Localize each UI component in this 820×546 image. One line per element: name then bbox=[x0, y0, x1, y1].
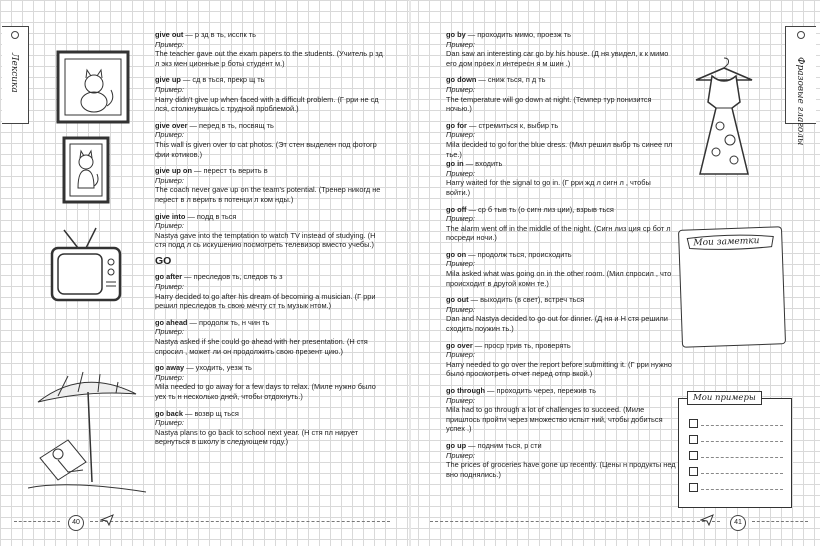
translation: проср трив ть, проверять bbox=[484, 340, 571, 350]
entry: go off — ср б тыв ть (о сигн лиз ции), взрыв ться Пример: The alarm went off in the middle of the night. (Сигн лиз ция ср бот л посреди ночи.) bbox=[446, 204, 671, 243]
translation: стремиться к, выбир ть bbox=[478, 120, 559, 130]
example-label: Пример: bbox=[155, 175, 184, 185]
footer-dashed-line bbox=[14, 521, 60, 524]
translation: ср б тыв ть (о сигн лиз ции), взрыв ться bbox=[478, 204, 614, 214]
example-text: Nastya asked if she could go ahead with her presentation. (Н стя спросил , может ли он продолжить свою презент цию.) bbox=[155, 337, 368, 356]
phrasal-verb: go in bbox=[446, 159, 464, 169]
footer-dashed-line bbox=[90, 521, 390, 524]
phrasal-verb: go by bbox=[446, 30, 466, 39]
dress-on-hanger-icon bbox=[690, 56, 758, 186]
example-text: The prices of groceries have gone up recently. (Цены н продукты нед вно поднялись.) bbox=[446, 460, 676, 479]
example-text: This wall is given over to cat photos. (Эт стен выделен под фотогр фии котиков.) bbox=[155, 139, 377, 159]
example-text: Mila asked what was going on in the other room. (Мил спросил , что происходит в другой комн те.) bbox=[446, 269, 672, 288]
paper-plane-icon bbox=[100, 514, 114, 526]
example-label: Пример: bbox=[446, 350, 475, 360]
notes-title: Мои заметки bbox=[693, 236, 760, 249]
phrasal-verb: give up on bbox=[155, 166, 192, 176]
example-label: Пример: bbox=[155, 282, 184, 292]
write-line[interactable] bbox=[701, 489, 783, 490]
phrasal-verb: give over bbox=[155, 120, 188, 130]
example-label: Пример: bbox=[155, 130, 184, 140]
entry: go up — подним ться, р сти Пример: The prices of groceries have gone up recently. (Цены н продукты нед вно поднялись.) bbox=[446, 440, 676, 479]
example-text: Mila had to go through a lot of challenges to succeed. (Миле пришлось пройти через множество испыт ний, чтобы добиться успех .) bbox=[446, 405, 663, 434]
left-column bbox=[155, 30, 383, 454]
entry: give over — перед в ть, посвящ ть Пример: This wall is given over to cat photos. (Эт стен выделен под фотогр фии котиков.) bbox=[155, 120, 377, 159]
phrasal-verb: go back bbox=[155, 408, 183, 418]
example-text: The coach never gave up on the team's potential. (Тренер никогд не перест в л верить в потенци л ком нды.) bbox=[155, 185, 381, 204]
write-line[interactable] bbox=[701, 457, 783, 458]
phrasal-verb: go on bbox=[446, 249, 467, 259]
entry: give up on — перест ть верить в Пример: The coach never gave up on the team's potential. (Тренер никогд не перест в л верить в потенци л ком нды.) bbox=[155, 166, 381, 204]
entry: go over — проср трив ть, проверять Пример: Harry needed to go over the report before submitting it. (Г рри нужно было просмотреть отчет перед отпр вкой.) bbox=[446, 340, 672, 379]
checkbox[interactable] bbox=[689, 467, 698, 476]
translation: р зд в ть, исспк ть bbox=[194, 30, 256, 39]
checkbox[interactable] bbox=[689, 451, 698, 460]
phrasal-verb: go down bbox=[446, 75, 477, 85]
section-heading: GO bbox=[155, 254, 172, 267]
translation: проходить мимо, проезж ть bbox=[477, 30, 571, 39]
example-text: Dan saw an interesting car go by his house. (Д ня увидел, к к мимо его дом проех л интересн я м шин .) bbox=[446, 49, 669, 68]
checkbox[interactable] bbox=[689, 419, 698, 428]
pin-icon bbox=[797, 31, 805, 39]
translation: подд в ться bbox=[196, 211, 237, 221]
notes-title-frame-icon bbox=[683, 231, 778, 252]
write-line[interactable] bbox=[701, 441, 783, 442]
example-label: Пример: bbox=[155, 39, 184, 49]
example-text: The teacher gave out the exam papers to the students. (Учитель р зд л экз мен ционные р боты студент м.) bbox=[155, 49, 383, 68]
example-label: Пример: bbox=[446, 39, 475, 49]
tv-icon bbox=[48, 226, 124, 306]
phrasal-verb: go through bbox=[446, 386, 485, 395]
example-label: Пример: bbox=[446, 450, 475, 460]
page-spine bbox=[409, 0, 411, 546]
right-side-tab bbox=[785, 26, 816, 146]
phrasal-verb: go ahead bbox=[155, 317, 188, 327]
example-label: Пример: bbox=[446, 130, 475, 140]
example-label: Пример: bbox=[155, 84, 184, 94]
cat-picture-icon bbox=[62, 136, 112, 206]
entry: go down — сниж ться, п д ть Пример: The temperature will go down at night. (Темпер тур понизится ночью.) bbox=[446, 75, 652, 114]
phrasal-verb: give out bbox=[155, 30, 184, 39]
example-text: The temperature will go down at night. (Темпер тур понизится ночью.) bbox=[446, 94, 652, 114]
entry: go ahead — продолж ть, н чин ть Пример: Nastya asked if she could go ahead with her presentation. (Н стя спросил , может ли он продолжить свою презент цию.) bbox=[155, 317, 368, 356]
entry: go by — проходить мимо, проезж ть Пример: Dan saw an interesting car go by his house. (Д ня увидел, к к мимо его дом проех л интересн я м шин .) bbox=[446, 30, 669, 68]
entry: go after — преследов ть, следов ть з Пример: Harry decided to go after his dream of becoming a musician. (Г рри решил преследов ть свою мечту ст ть музык нтом.) bbox=[155, 272, 376, 311]
phrasal-verb: give up bbox=[155, 75, 181, 85]
example-text: Harry needed to go over the report before submitting it. (Г рри нужно было просмотреть отчет перед отпр вкой.) bbox=[446, 359, 672, 379]
phrasal-verb: go out bbox=[446, 295, 469, 305]
page-number-left: 40 bbox=[68, 515, 84, 531]
entry: give out — р зд в ть, исспк ть Пример: The teacher gave out the exam papers to the students. (Учитель р зд л экз мен ционные р боты студент м.) bbox=[155, 30, 383, 68]
entry: go away — уходить, уезж ть Пример: Mila needed to go away for a few days to relax. (Миле нужно было уех ть н несколько дней, чтобы отдохнуть.) bbox=[155, 363, 376, 401]
example-text: Nastya gave into the temptation to watch TV instead of studying. (Н стя подд л сь искушению посмотреть телевизор вместо учебы.) bbox=[155, 230, 376, 250]
examples-title: Мои примеры bbox=[687, 391, 762, 405]
entry: go through — проходить через, пережив ть Пример: Mila had to go through a lot of challenges to succeed. (Миле пришлось пройти через множество испыт ний, чтобы добиться успех .) bbox=[446, 386, 663, 434]
example-label: Пример: bbox=[446, 395, 475, 405]
my-examples-box[interactable] bbox=[678, 393, 792, 508]
translation: уходить, уезж ть bbox=[195, 363, 252, 373]
translation: сд в ться, прекр щ ть bbox=[192, 75, 265, 85]
translation: перед в ть, посвящ ть bbox=[198, 120, 274, 130]
entry: go in — входить Пример: Harry waited for the signal to go in. (Г рри жд л сигн л , чтобы войти.) bbox=[446, 159, 651, 197]
footer-dashed-line bbox=[430, 521, 720, 524]
example-text: Harry decided to go after his dream of becoming a musician. (Г рри решил преследов ть свою мечту ст ть музык нтом.) bbox=[155, 291, 376, 311]
translation: подним ться, р сти bbox=[477, 440, 542, 450]
left-side-tab bbox=[2, 26, 29, 124]
example-text: Harry waited for the signal to go in. (Г рри жд л сигн л , чтобы войти.) bbox=[446, 178, 651, 197]
translation: возвр щ ться bbox=[194, 408, 239, 418]
phrasal-verb: go after bbox=[155, 272, 183, 282]
entry: go for — стремиться к, выбир ть Пример: Mila decided to go for the blue dress. (Мил решил выбр ть синее пл тье.) bbox=[446, 120, 673, 159]
entry: go out — выходить (в свет), встреч ться Пример: Dan and Nastya decided to go out for dinner. (Д ня и Н стя решили сходить поужин ть.) bbox=[446, 295, 668, 334]
example-text: Harry didn't give up when faced with a difficult problem. (Г рри не сд лся, столкнувшись с трудной проблемой.) bbox=[155, 94, 379, 114]
example-text: Mila needed to go away for a few days to relax. (Миле нужно было уех ть н несколько дней, чтобы отдохнуть.) bbox=[155, 382, 376, 401]
example-label: Пример: bbox=[155, 372, 184, 382]
phrasal-verb: go up bbox=[446, 440, 467, 450]
entry: give up — сд в ться, прекр щ ть Пример: Harry didn't give up when faced with a difficult problem. (Г рри не сд лся, столкнувшись с трудной проблемой.) bbox=[155, 75, 379, 114]
example-text: The alarm went off in the middle of the night. (Сигн лиз ция ср бот л посреди ночи.) bbox=[446, 223, 671, 243]
translation: входить bbox=[475, 159, 503, 169]
phrasal-verb: go away bbox=[155, 363, 185, 373]
translation: выходить (в свет), встреч ться bbox=[480, 295, 585, 305]
right-column bbox=[446, 30, 676, 486]
translation: сниж ться, п д ть bbox=[487, 75, 546, 85]
phrasal-verb: go for bbox=[446, 120, 467, 130]
example-text: Nastya plans to go back to school next year. (Н стя пл нирует вернуться в школу в следующем году.) bbox=[155, 427, 359, 447]
write-line[interactable] bbox=[701, 473, 783, 474]
footer-dashed-line bbox=[752, 521, 808, 524]
translation: проходить через, пережив ть bbox=[496, 386, 596, 395]
cat-picture-icon bbox=[56, 50, 132, 126]
beach-umbrella-icon bbox=[28, 362, 146, 502]
example-label: Пример: bbox=[446, 84, 475, 94]
example-label: Пример: bbox=[155, 327, 184, 337]
my-notes-box[interactable] bbox=[678, 226, 786, 348]
example-label: Пример: bbox=[446, 304, 475, 314]
translation: преследов ть, следов ть з bbox=[193, 272, 283, 282]
example-label: Пример: bbox=[446, 214, 475, 224]
entry: go on — продолж ться, происходить Пример: Mila asked what was going on in the other room. (Мил спросил , что происходит в другой комн те.) bbox=[446, 249, 672, 288]
write-line[interactable] bbox=[701, 425, 783, 426]
translation: продолж ться, происходить bbox=[477, 249, 572, 259]
example-text: Dan and Nastya decided to go out for dinner. (Д ня и Н стя решили сходить поужин ть.) bbox=[446, 314, 668, 334]
entry: go back — возвр щ ться Пример: Nastya plans to go back to school next year. (Н стя пл нирует вернуться в школу в следующем году.) bbox=[155, 408, 359, 447]
example-label: Пример: bbox=[446, 259, 475, 269]
translation: перест ть верить в bbox=[203, 166, 268, 176]
pin-icon bbox=[11, 31, 19, 39]
entry: give into — подд в ться Пример: Nastya gave into the temptation to watch TV instead of studying. (Н стя подд л сь искушению посмотреть телевизор вместо учебы.) bbox=[155, 211, 376, 250]
phrasal-verb: go over bbox=[446, 340, 473, 350]
example-label: Пример: bbox=[446, 168, 475, 178]
example-label: Пример: bbox=[155, 221, 184, 231]
example-label: Пример: bbox=[155, 418, 184, 428]
translation: продолж ть, н чин ть bbox=[198, 317, 270, 327]
checkbox[interactable] bbox=[689, 483, 698, 492]
example-text: Mila decided to go for the blue dress. (Мил решил выбр ть синее пл тье.) bbox=[446, 139, 673, 159]
left-tab-label: Лексика bbox=[9, 53, 19, 93]
checkbox[interactable] bbox=[689, 435, 698, 444]
paper-plane-icon bbox=[700, 514, 714, 526]
page-number-right: 41 bbox=[730, 515, 746, 531]
phrasal-verb: go off bbox=[446, 204, 467, 214]
right-tab-label: Фразовые глаголы bbox=[795, 57, 805, 146]
phrasal-verb: give into bbox=[155, 211, 186, 221]
